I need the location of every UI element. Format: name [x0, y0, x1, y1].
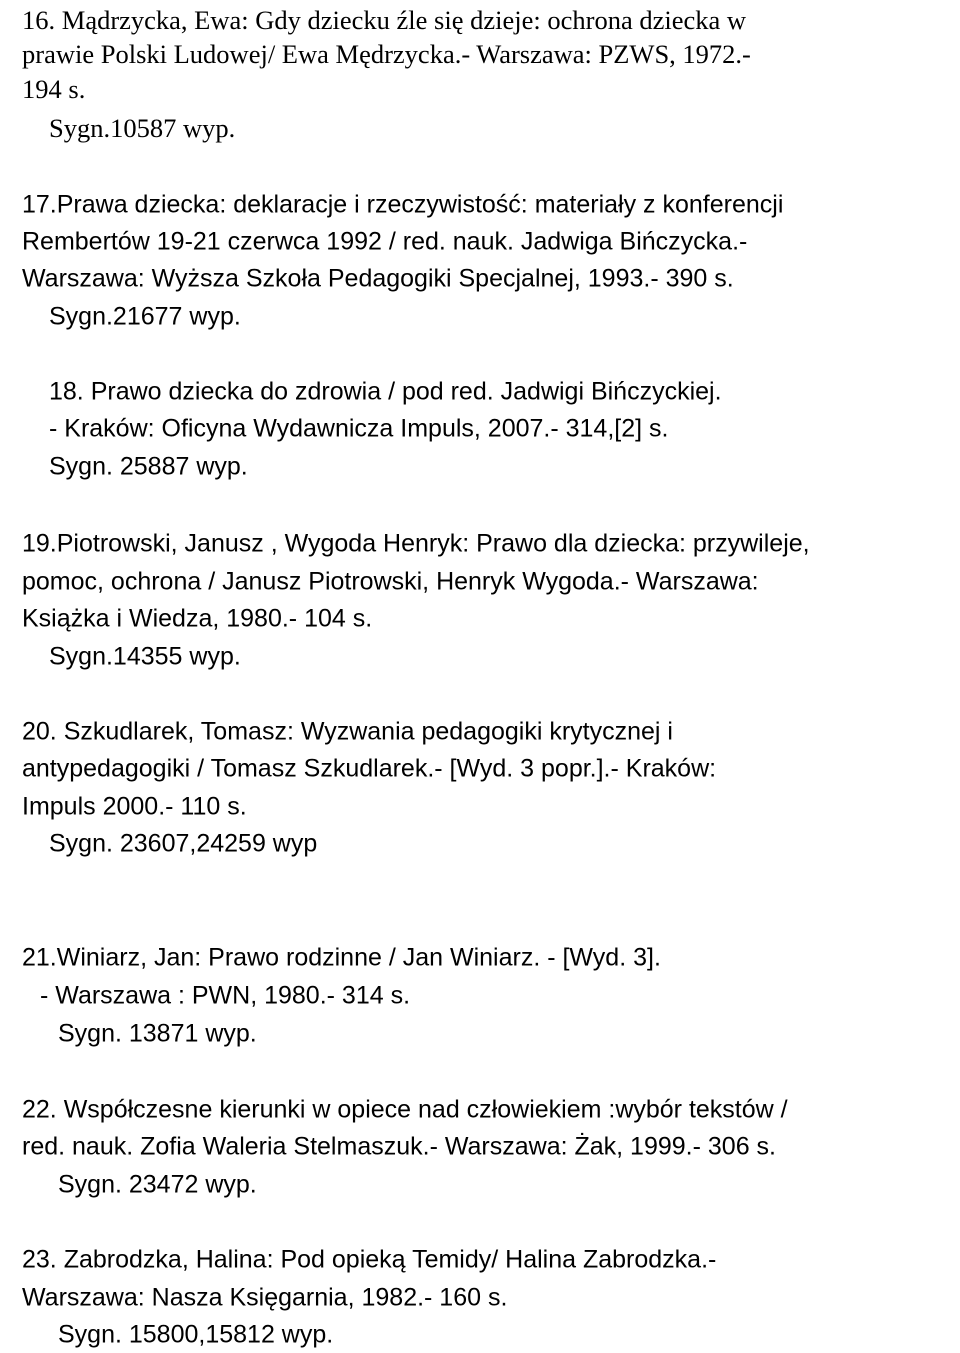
entry-text-line: Impuls 2000.- 110 s. [22, 792, 247, 821]
entry-text-line: 17.Prawa dziecka: deklaracje i rzeczywistość: materiały z konferencji [22, 190, 784, 219]
call-number: Sygn.14355 wyp. [49, 642, 241, 671]
entry-text-line: red. nauk. Zofia Waleria Stelmaszuk.- Warszawa: Żak, 1999.- 306 s. [22, 1132, 776, 1161]
call-number: Sygn. 23472 wyp. [58, 1170, 257, 1199]
entry-text-line: 21.Winiarz, Jan: Prawo rodzinne / Jan Winiarz. - [Wyd. 3]. [22, 943, 661, 972]
entry-text-line: prawie Polski Ludowej/ Ewa Mędrzycka.- Warszawa: PZWS, 1972.- [22, 38, 751, 69]
entry-text-line: Warszawa: Wyższa Szkoła Pedagogiki Specjalnej, 1993.- 390 s. [22, 264, 734, 293]
entry-text-line: pomoc, ochrona / Janusz Piotrowski, Henryk Wygoda.- Warszawa: [22, 567, 759, 596]
call-number: Sygn. 15800,15812 wyp. [58, 1320, 334, 1349]
call-number: Sygn. 23607,24259 wyp [49, 829, 318, 858]
entry-text-line: 23. Zabrodzka, Halina: Pod opieką Temidy/ Halina Zabrodzka.- [22, 1245, 717, 1274]
call-number: Sygn.21677 wyp. [49, 302, 241, 331]
entry-text-line: antypedagogiki / Tomasz Szkudlarek.- [Wyd. 3 popr.].- Kraków: [22, 754, 717, 783]
entry-text-line: 19.Piotrowski, Janusz , Wygoda Henryk: Prawo dla dziecka: przywileje, [22, 529, 810, 558]
entry-text-line: Książka i Wiedza, 1980.- 104 s. [22, 604, 373, 633]
call-number: Sygn. 13871 wyp. [58, 1019, 257, 1048]
entry-text-line: 16. Mądrzycka, Ewa: Gdy dziecku źle się dzieje: ochrona dziecka w [22, 4, 747, 35]
entry-text-line: 194 s. [22, 73, 86, 104]
call-number: Sygn.10587 wyp. [49, 112, 236, 143]
entry-text-line: - Warszawa : PWN, 1980.- 314 s. [40, 981, 411, 1010]
entry-text-line: 18. Prawo dziecka do zdrowia / pod red. Jadwigi Bińczyckiej. [49, 377, 722, 406]
entry-text-line: Warszawa: Nasza Księgarnia, 1982.- 160 s. [22, 1283, 508, 1312]
entry-text-line: 22. Współczesne kierunki w opiece nad człowiekiem :wybór tekstów / [22, 1095, 788, 1124]
call-number: Sygn. 25887 wyp. [49, 452, 248, 481]
entry-text-line: 20. Szkudlarek, Tomasz: Wyzwania pedagogiki krytycznej i [22, 717, 673, 746]
entry-text-line: - Kraków: Oficyna Wydawnicza Impuls, 2007.- 314,[2] s. [49, 414, 669, 443]
entry-text-line: Rembertów 19-21 czerwca 1992 / red. nauk. Jadwiga Bińczycka.- [22, 227, 748, 256]
